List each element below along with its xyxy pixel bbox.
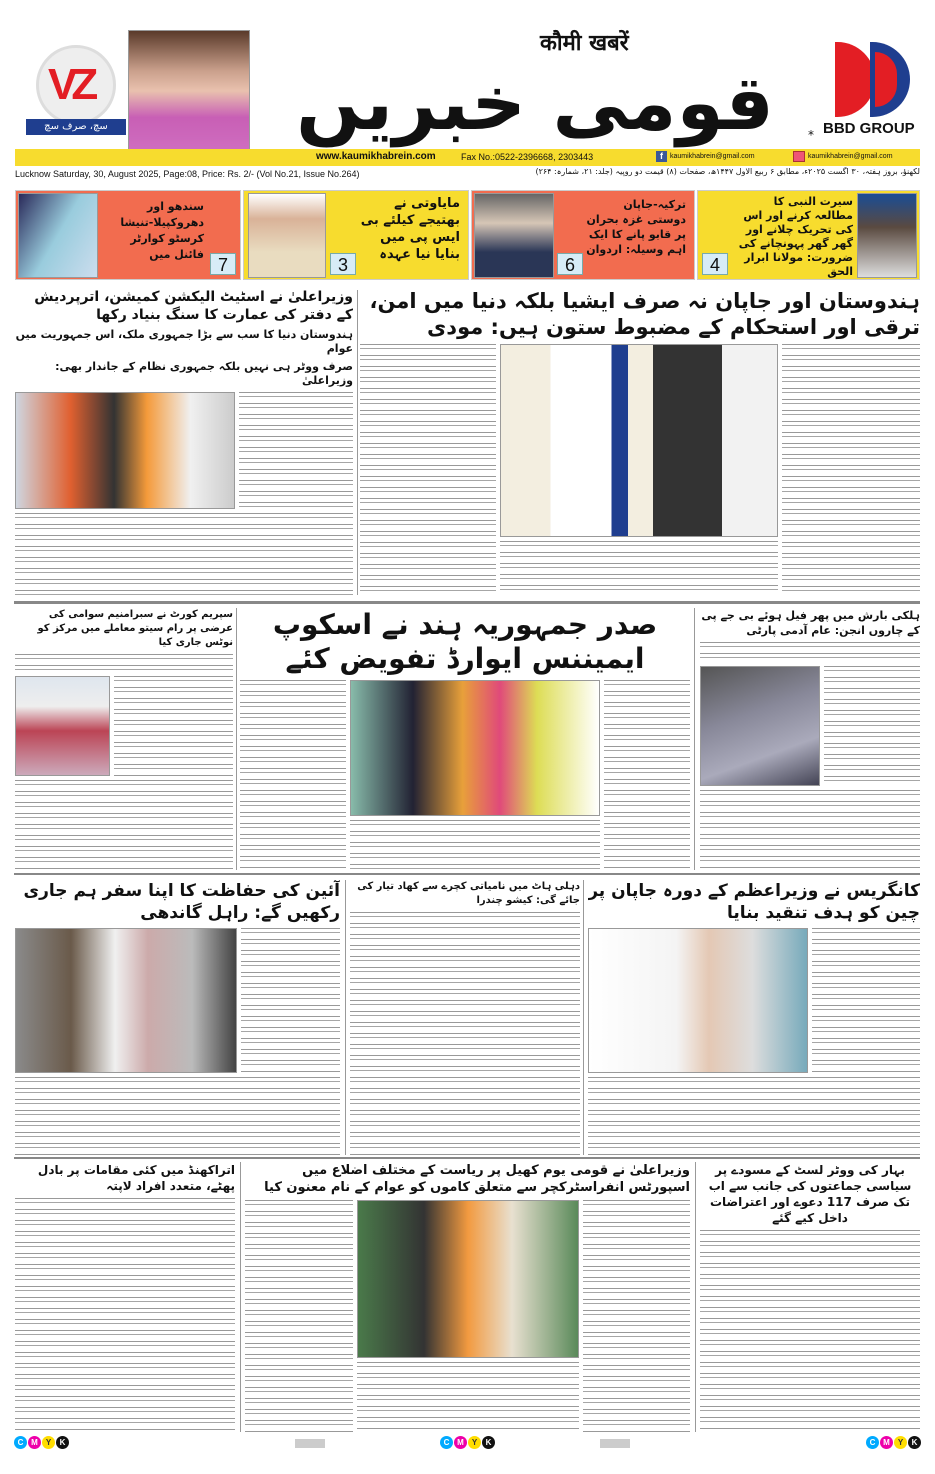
- article-body: [604, 680, 690, 870]
- article-uttarakhand: [15, 1162, 235, 1432]
- article-body: [500, 541, 778, 596]
- teaser-photo: [857, 193, 917, 278]
- teaser-text: سیرت النبی کا مطالعہ کرنے اور اس کی تحریک چلانے اور گھر گھر پہونچانے کی ضرورت: مولانا ابرار الحق: [738, 195, 853, 278]
- headline-cm-election-commission[interactable]: وزیراعلیٰ نے اسٹیٹ الیکشن کمیشن، اترپردیش کے دفتر کی عمارت کا سنگ بنیاد رکھا: [34, 289, 353, 323]
- article-body: [824, 666, 920, 786]
- article-body: [360, 344, 496, 596]
- masthead-hindi-title: कौमी खबरें: [540, 31, 629, 56]
- color-registration-mark: C M Y K: [14, 1436, 69, 1450]
- bbd-group-label: BBD GROUP: [823, 120, 915, 137]
- subheadline: صرف ووٹر ہی نہیں بلکہ جمہوری نظام کے جاندار بھی: وزیراعلیٰ: [55, 360, 353, 387]
- article-body: [245, 1200, 353, 1432]
- headline-delhi-waste[interactable]: دہلی ہاٹ میں نامیاتی کچرے سے کھاد تیار کی جائے گی: کیشو چندرا: [357, 881, 580, 906]
- rain-photo: [700, 666, 820, 786]
- headline-bihar[interactable]: بہار کی ووٹر لسٹ کے مسودے پر سیاسی جماعتوں کی جانب سے اب تک صرف 117 دعوے اور اعتراضات داخل کیے گئے: [708, 1163, 912, 1225]
- grey-bar-mark: [295, 1439, 325, 1448]
- article-body: [241, 928, 340, 1073]
- masthead-title: قومی خبریں: [296, 58, 774, 147]
- logo-tagline: سچ، صرف سچ: [26, 119, 126, 135]
- article-body: [588, 1077, 920, 1155]
- article-body: [15, 654, 233, 672]
- teaser-box[interactable]: [471, 190, 695, 280]
- website-link[interactable]: www.kaumikhabrein.com: [316, 151, 436, 162]
- cm-statue-photo: [357, 1200, 579, 1358]
- article-supreme-court: [15, 608, 233, 870]
- bbd-logo: [835, 42, 915, 117]
- masthead-portrait: [128, 30, 250, 165]
- article-modi-japan: [360, 288, 920, 596]
- article-body: [15, 1077, 340, 1155]
- article-president: [240, 608, 690, 870]
- teaser-text: ترکیہ-جاپان دوستی غزہ بحران پر قابو پانے کا ایک اہم وسیلہ: اردوان: [586, 198, 686, 256]
- article-body: [350, 912, 580, 1155]
- grey-bar-mark: [600, 1439, 630, 1448]
- cm-foundation-photo: [15, 392, 235, 509]
- article-sports: [245, 1162, 690, 1432]
- facebook-link[interactable]: kaumikhabrein@gmail.com: [670, 153, 755, 160]
- headline-president[interactable]: صدر جمہوریہ ہند نے اسکوپ ایمیننس ایوارڈ تفویض کئے: [272, 608, 658, 675]
- email-icon: [793, 151, 805, 162]
- article-body: [812, 928, 920, 1073]
- article-body: [700, 1230, 920, 1432]
- article-body: [782, 344, 920, 596]
- award-photo: [350, 680, 600, 816]
- article-body: [583, 1200, 690, 1432]
- modi-japan-photo: [500, 344, 778, 537]
- teaser-box[interactable]: [243, 190, 469, 280]
- teaser-page-number: 7: [210, 253, 236, 275]
- article-body: [357, 1362, 579, 1432]
- facebook-icon: f: [656, 151, 667, 162]
- article-bihar: [700, 1162, 920, 1432]
- headline-congress[interactable]: کانگریس نے وزیراعظم کے دورہ جاپان پر چین کو ہدف تنقید بنایا: [588, 881, 920, 923]
- star-icon: *: [808, 128, 814, 142]
- article-body: [15, 780, 233, 870]
- article-body: [15, 1198, 235, 1432]
- article-delhi-waste: [350, 880, 580, 1155]
- color-registration-mark: C M Y K: [440, 1436, 495, 1450]
- fax-number: Fax No.:0522-2396668, 2303443: [461, 152, 594, 162]
- article-body: [350, 820, 600, 870]
- article-body: [114, 676, 233, 776]
- subheadline: ہندوستان دنیا کا سب سے بڑا جمہوری ملک، اس جمہوریت میں عوام: [15, 328, 353, 355]
- article-body: [700, 790, 920, 870]
- article-aap: [700, 608, 920, 870]
- teaser-photo: [18, 193, 98, 278]
- color-registration-mark: C M Y K: [866, 1436, 921, 1450]
- article-body: [15, 513, 353, 596]
- teaser-photo: [248, 193, 326, 278]
- supreme-court-photo: [15, 676, 110, 776]
- headline-sports[interactable]: وزیراعلیٰ نے قومی یوم کھیل پر ریاست کے مختلف اضلاع میں اسپورٹس انفراسٹرکچر سے متعلق کاموں کو عوام کے نام معنون کیا: [264, 1163, 690, 1195]
- headline-uttarakhand[interactable]: اتراکھنڈ میں کئی مقامات پر بادل پھٹے، متعدد افراد لاپتہ: [37, 1163, 235, 1193]
- headline-supreme-court[interactable]: سپریم کورٹ نے سبرامنیم سوامی کی عرضی پر رام سیتو معاملے میں مرکز کو نوٹس جاری کیا: [37, 609, 233, 648]
- dateline-urdu: لکھنؤ، بروز ہفتہ، ۳۰ اگست ۲۰۲۵ء، مطابق ۶ ربیع الاول ۱۴۴۷ھ، صفحات (۸) قیمت دو روپیہ (جلد: ۲۱، شمارہ: ۲۶۴): [535, 167, 920, 176]
- congress-leader-photo: [588, 928, 808, 1073]
- article-cm-election: [15, 288, 353, 596]
- email-link[interactable]: kaumikhabrein@gmail.com: [808, 153, 893, 160]
- article-body: [240, 680, 346, 870]
- rahul-gandhi-photo: [15, 928, 237, 1073]
- headline-rahul[interactable]: آئین کی حفاظت کا اپنا سفر ہم جاری رکھیں گے: راہل گاندھی: [23, 881, 340, 923]
- teaser-page-number: 4: [702, 253, 728, 275]
- article-congress: [588, 880, 920, 1155]
- headline-modi-japan[interactable]: ہندوستان اور جاپان نہ صرف ایشیا بلکہ دنیا میں امن، ترقی اور استحکام کے مضبوط ستون ہیں: مودی: [369, 289, 920, 339]
- left-logo: VZ سچ، صرف سچ: [26, 45, 126, 135]
- teaser-box[interactable]: [15, 190, 241, 280]
- headline-aap[interactable]: ہلکی بارش میں پھر فیل ہوئے بی جے پی کے چاروں انجن: عام آدمی پارٹی: [701, 609, 920, 637]
- teaser-page-number: 3: [330, 253, 356, 275]
- article-body: [239, 392, 353, 509]
- teaser-page-number: 6: [557, 253, 583, 275]
- teaser-text: سندھو اور دھروکپیلا-تنیشا کرسٹو کوارٹر فائنل میں: [120, 200, 204, 261]
- article-rahul: [15, 880, 340, 1155]
- article-body: [700, 642, 920, 662]
- teaser-text: مایاوتی نے بھتیجے کیلئے بی ایس پی میں بنایا نیا عہدہ: [360, 196, 460, 262]
- teaser-box[interactable]: [697, 190, 920, 280]
- dateline-english: Lucknow Saturday, 30, August 2025, Page:08, Price: Rs. 2/- (Vol No.21, Issue No.264): [15, 169, 360, 179]
- teaser-photo: [474, 193, 554, 278]
